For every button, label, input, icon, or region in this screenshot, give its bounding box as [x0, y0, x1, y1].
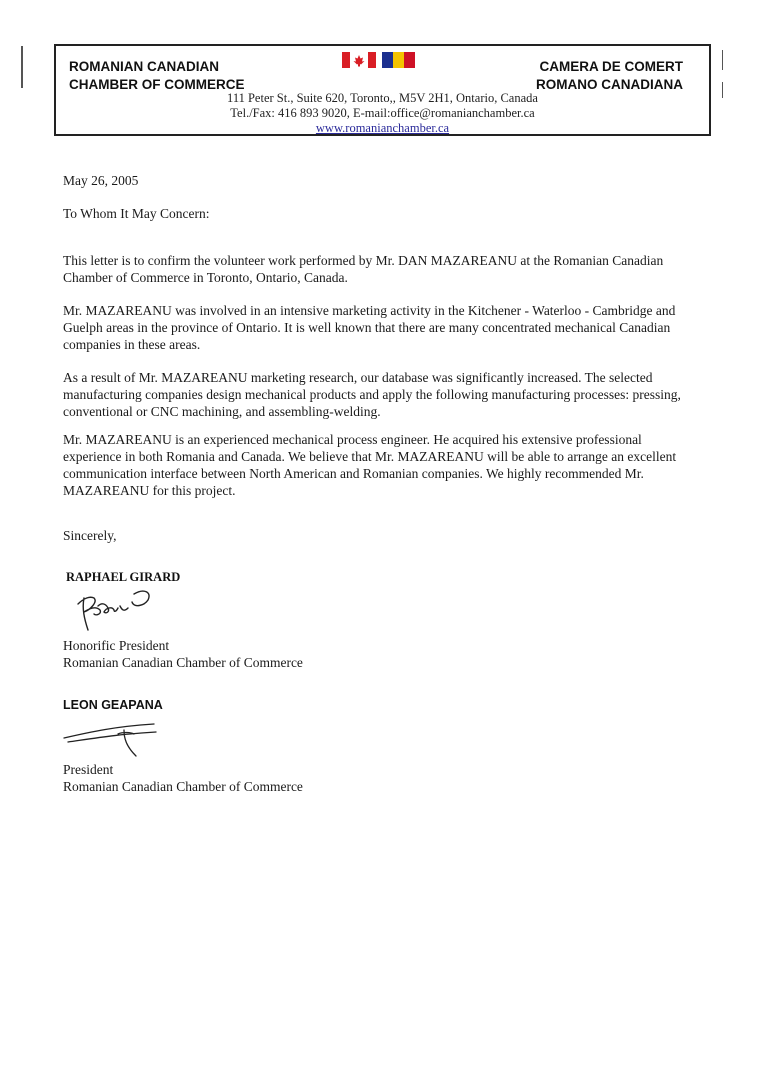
scan-edge-mark-right-top [722, 50, 723, 70]
website-link[interactable]: www.romanianchamber.ca [315, 121, 450, 135]
salutation: To Whom It May Concern: [63, 206, 210, 221]
paragraph: Mr. MAZAREANU is an experienced mechanical process engineer. He acquired his extensive professional experience in both Romania and Canada. We believe that Mr. MAZAREANU will be able to arrange an excellent communication interface between North American and Romanian companies. We highly recommended Mr. MAZAREANU for this project. [63, 432, 677, 498]
signatory-organization: Romanian Canadian Chamber of Commerce [63, 655, 303, 670]
paragraph: This letter is to confirm the volunteer work performed by Mr. DAN MAZAREANU at the Romanian Canadian Chamber of Commerce in Toronto, Ontario, Canada. [63, 253, 664, 285]
address-line: 111 Peter St., Suite 620, Toronto,, M5V 2H1, Ontario, Canada [227, 91, 538, 105]
signatory-title-block [63, 637, 303, 671]
closing: Sincerely, [63, 528, 117, 543]
signatory-title: Honorific President [63, 638, 170, 653]
canada-flag-icon [342, 52, 376, 68]
signatory-title-block [63, 761, 303, 795]
romania-flag-icon [382, 52, 415, 68]
scan-edge-mark-right-bottom [722, 82, 723, 98]
paragraph: As a result of Mr. MAZAREANU marketing research, our database was significantly increased. The selected manufacturing companies design mechanical products and apply the following manufacturing processes: pressing, conventional or CNC machining, and assembling-welding. [63, 370, 681, 419]
handwritten-signature-icon [72, 582, 182, 634]
phone-email-line: Tel./Fax: 416 893 9020, E-mail:office@romanianchamber.ca [230, 106, 535, 120]
signatory-organization: Romanian Canadian Chamber of Commerce [63, 779, 303, 794]
chamber-name-english: ROMANIAN CANADIAN CHAMBER OF COMMERCE [69, 59, 245, 92]
contact-block [56, 91, 709, 136]
scan-edge-mark-left [21, 46, 23, 88]
handwritten-signature-icon [60, 716, 170, 764]
signatory-name: RAPHAEL GIRARD [66, 570, 181, 584]
chamber-name-romanian: CAMERA DE COMERT ROMANO CANADIANA [536, 59, 683, 92]
paragraph: Mr. MAZAREANU was involved in an intensive marketing activity in the Kitchener - Waterloo - Cambridge and Guelph areas in the province of Ontario. It is well known that there are many concentrated mechanical Canadian companies in these areas. [63, 303, 676, 352]
signatory-title: President [63, 762, 114, 777]
letter-date: May 26, 2005 [63, 173, 139, 188]
signatory-name: LEON GEAPANA [63, 698, 163, 712]
letterhead [54, 44, 711, 136]
flags-logo-icon [342, 50, 418, 70]
